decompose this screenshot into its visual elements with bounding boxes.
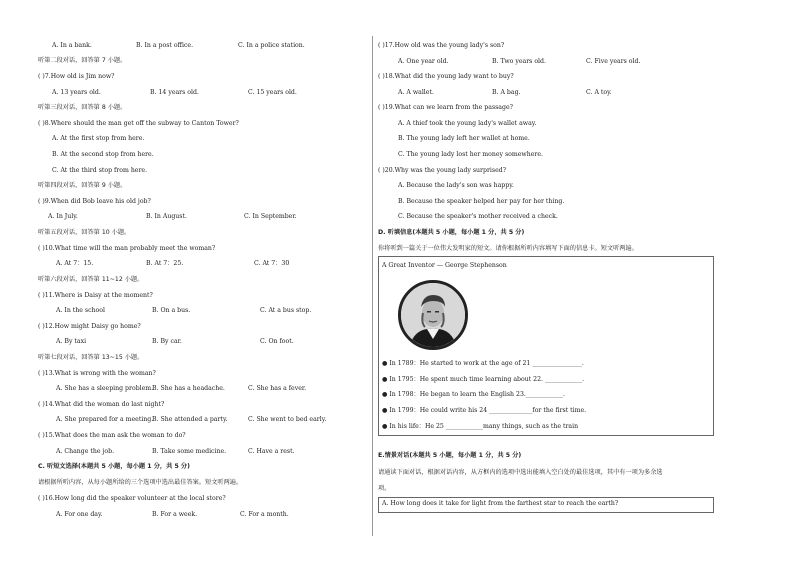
question-16: ( )16.How long did the speaker volunteer at the local store? [38,495,226,502]
q17-option-b: B. Two years old. [492,58,546,65]
q20-option-a: A. Because the lady's son was happy. [398,182,514,189]
section-e-title: E.情景对话(本题共 5 小题，每小题 1 分，共 5 分) [378,452,522,459]
question-9: ( )9.When did Bob leave his old job? [38,198,151,205]
question-13: ( )13.What is wrong with the woman? [38,370,156,377]
section-dialogue-5: 听第五段对话，回答第 10 小题。 [38,229,131,236]
q19-option-a: A. A thief took the young lady's wallet away. [398,120,537,127]
q18-option-a: A. A wallet. [398,89,434,96]
section-dialogue-2: 听第二段对话，回答第 7 小题。 [38,57,127,64]
info-card-title: A Great Inventor — George Stephenson [382,262,507,269]
q18-option-c: C. A toy. [586,89,612,96]
q17-option-c: C. Five years old. [586,58,641,65]
inventor-portrait [398,280,468,350]
q10-option-b: B. At 7：25. [146,260,184,267]
q8-option-b: B. At the second stop from here. [52,151,154,158]
section-dialogue-3: 听第三段对话，回答第 8 小题。 [38,104,127,111]
column-divider [372,36,373,536]
section-d-title: D. 听填信息(本题共 5 小题，每小题 1 分，共 5 分) [378,229,525,236]
q18-option-b: B. A bag. [492,89,521,96]
section-c-title: C. 听短文选择(本题共 5 小题，每小题 1 分，共 5 分) [38,463,190,470]
inventor-portrait-icon [401,283,465,347]
q20-option-b: B. Because the speaker helped her pay for her thing. [398,198,565,205]
q12-option-c: C. On foot. [260,338,294,345]
q13-option-a: A. She has a sleeping problem. [56,385,154,392]
option-a-text: A. How long does it take for light from the farthest star to reach the earth? [382,500,619,507]
q10-option-a: A. At 7：15. [56,260,94,267]
q16-option-a: A. For one day. [56,511,103,518]
card-item-1799: ● In 1799：He could write his 24 ______________for the first time. [382,407,587,414]
question-8: ( )8.Where should the man get off the subway to Canton Tower? [38,120,239,127]
q9-option-a: A. In July. [48,213,78,220]
q7-option-c: C. 15 years old. [248,89,297,96]
section-dialogue-4: 听第四段对话，回答第 9 小题。 [38,182,127,189]
card-item-1789: ● In 1789：He started to work at the age of 21 ________________. [382,360,584,367]
q17-option-a: A. One year old. [398,58,449,65]
question-10: ( )10.What time will the man probably meet the woman? [38,245,216,252]
card-item-1795: ● In 1795：He spent much time learning about 22. ____________. [382,376,585,383]
q16-option-c: C. For a month. [240,511,289,518]
q13-option-c: C. She has a fever. [248,385,307,392]
q13-option-b: B. She has a headache. [152,385,225,392]
q6-option-b: B. In a post office. [136,42,194,49]
question-18: ( )18.What did the young lady want to buy? [378,73,514,80]
q15-option-c: C. Have a rest. [248,448,295,455]
q6-option-a: A. In a bank. [52,42,92,49]
q19-option-c: C. The young lady lost her money somewhere. [398,151,543,158]
section-e-instruction-line2: 项。 [378,485,391,492]
section-e-instruction-line1: 请通读下面对话，根据对话内容，从方框内的选项中选出能填入空白处的最佳选项，其中有一项为多余选 [378,469,663,476]
question-20: ( )20.Why was the young lady surprised? [378,167,507,174]
q11-option-c: C. At a bus stop. [260,307,312,314]
q7-option-b: B. 14 years old. [150,89,199,96]
q8-option-a: A. At the first stop from here. [52,135,145,142]
right-column [374,0,794,562]
q14-option-b: B. She attended a party. [152,416,228,423]
left-column [0,0,372,562]
question-17: ( )17.How old was the young lady's son? [378,42,505,49]
q15-option-a: A. Change the job. [56,448,115,455]
q7-option-a: A. 13 years old. [52,89,101,96]
question-12: ( )12.How might Daisy go home? [38,323,141,330]
q19-option-b: B. The young lady left her wallet at home. [398,135,530,142]
q9-option-b: B. In August. [146,213,187,220]
q14-option-a: A. She prepared for a meeting. [56,416,154,423]
section-c-instruction: 请根据所听内容，从每小题所给的三个选项中选出最佳答案。短文听两遍。 [38,479,243,486]
q20-option-c: C. Because the speaker's mother received a check. [398,213,558,220]
question-15: ( )15.What does the man ask the woman to do? [38,432,186,439]
q8-option-c: C. At the third stop from here. [52,167,148,174]
q9-option-c: C. In September. [244,213,297,220]
q11-option-a: A. In the school [56,307,105,314]
question-19: ( )19.What can we learn from the passage? [378,104,513,111]
q16-option-b: B. For a week. [152,511,198,518]
section-dialogue-6: 听第六段对话，回答第 11~12 小题。 [38,276,144,283]
q10-option-c: C. At 7：30 [254,260,290,267]
question-14: ( )14.What did the woman do last night? [38,401,165,408]
q6-option-c: C. In a police station. [238,42,305,49]
section-dialogue-7: 听第七段对话，回答第 13~15 小题。 [38,354,144,361]
card-item-1798: ● In 1798：He began to learn the English 23.____________. [382,391,565,398]
question-7: ( )7.How old is Jim now? [38,73,115,80]
card-item-life: ● In his life：He 25 ____________many things, such as the train [382,423,579,430]
q11-option-b: B. On a bus. [152,307,191,314]
q14-option-c: C. She went to bed early. [248,416,327,423]
section-d-instruction: 你将听到一篇关于一位伟大发明家的短文。请你根据所听内容填写下面的信息卡。短文听两遍。 [378,245,638,252]
q12-option-a: A. By taxi [56,338,87,345]
q15-option-b: B. Take some medicine. [152,448,227,455]
q12-option-b: B. By car. [152,338,182,345]
question-11: ( )11.Where is Daisy at the moment? [38,292,153,299]
